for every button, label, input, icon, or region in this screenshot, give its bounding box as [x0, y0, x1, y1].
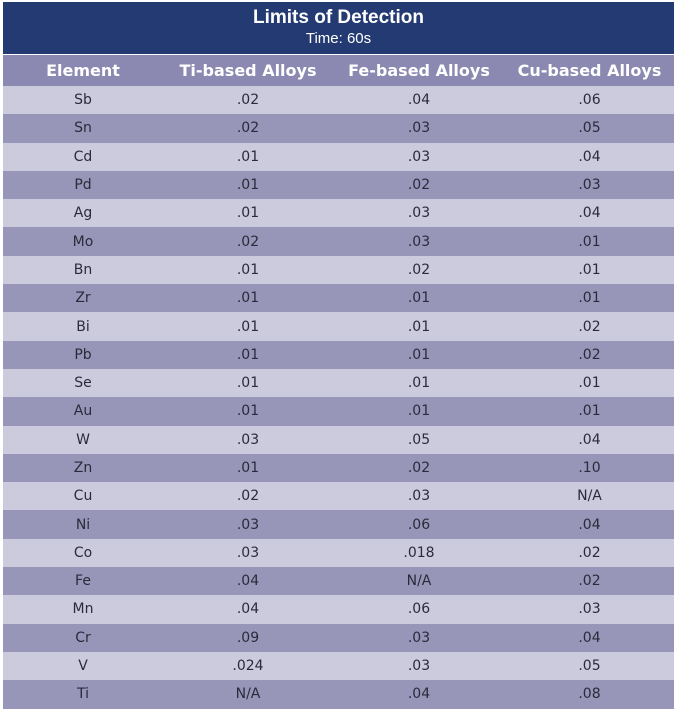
element-cell: Cr [3, 624, 163, 652]
table-row [3, 652, 674, 680]
table-row [3, 86, 674, 114]
ti-alloy-cell: .01 [163, 143, 333, 171]
fe-alloy-cell: .01 [333, 284, 505, 312]
cu-alloy-cell: .01 [505, 227, 674, 255]
ti-alloy-cell: .02 [163, 114, 333, 142]
table-row [3, 595, 674, 623]
element-cell: Bn [3, 256, 163, 284]
element-cell: Cu [3, 482, 163, 510]
table-row [3, 624, 674, 652]
element-cell: Pd [3, 171, 163, 199]
element-cell: Se [3, 369, 163, 397]
ti-alloy-cell: .01 [163, 454, 333, 482]
ti-alloy-cell: .01 [163, 341, 333, 369]
ti-alloy-cell: .03 [163, 510, 333, 538]
element-cell: Sn [3, 114, 163, 142]
element-cell: Ag [3, 199, 163, 227]
column-header-row [3, 55, 674, 87]
element-cell: Zr [3, 284, 163, 312]
fe-alloy-cell: .02 [333, 171, 505, 199]
table-row [3, 369, 674, 397]
ti-alloy-cell: .02 [163, 86, 333, 114]
cu-alloy-cell: .03 [505, 171, 674, 199]
column-header-fe: Fe-based Alloys [333, 55, 505, 87]
fe-alloy-cell: .03 [333, 143, 505, 171]
table-row [3, 426, 674, 454]
element-cell: Cd [3, 143, 163, 171]
table-row [3, 341, 674, 369]
cu-alloy-cell: .01 [505, 397, 674, 425]
table-row [3, 227, 674, 255]
element-cell: Pb [3, 341, 163, 369]
fe-alloy-cell: .06 [333, 510, 505, 538]
table-row [3, 510, 674, 538]
table-row [3, 454, 674, 482]
table-row [3, 199, 674, 227]
column-header-element: Element [3, 55, 163, 87]
detection-limits-table-container [3, 2, 674, 709]
table-title: Limits of Detection [252, 7, 424, 28]
cu-alloy-cell: .01 [505, 256, 674, 284]
title-bar [3, 2, 674, 54]
table-row [3, 114, 674, 142]
ti-alloy-cell: .04 [163, 595, 333, 623]
element-cell: Co [3, 539, 163, 567]
ti-alloy-cell: .01 [163, 397, 333, 425]
cu-alloy-cell: .04 [505, 510, 674, 538]
element-cell: Sb [3, 86, 163, 114]
fe-alloy-cell: .02 [333, 256, 505, 284]
cu-alloy-cell: .04 [505, 426, 674, 454]
fe-alloy-cell: N/A [333, 567, 505, 595]
ti-alloy-cell: .04 [163, 567, 333, 595]
cu-alloy-cell: .01 [505, 284, 674, 312]
fe-alloy-cell: .01 [333, 369, 505, 397]
element-cell: Au [3, 397, 163, 425]
table-subtitle: Time: 60s [305, 30, 372, 47]
cu-alloy-cell: .03 [505, 595, 674, 623]
fe-alloy-cell: .04 [333, 86, 505, 114]
ti-alloy-cell: .02 [163, 227, 333, 255]
cu-alloy-cell: .08 [505, 680, 674, 708]
fe-alloy-cell: .03 [333, 227, 505, 255]
ti-alloy-cell: .01 [163, 171, 333, 199]
fe-alloy-cell: .01 [333, 312, 505, 340]
table-row [3, 567, 674, 595]
cu-alloy-cell: .05 [505, 652, 674, 680]
cu-alloy-cell: .02 [505, 341, 674, 369]
cu-alloy-cell: .05 [505, 114, 674, 142]
cu-alloy-cell: N/A [505, 482, 674, 510]
table-row [3, 171, 674, 199]
ti-alloy-cell: .02 [163, 482, 333, 510]
column-header-ti: Ti-based Alloys [163, 55, 333, 87]
table-row [3, 256, 674, 284]
element-cell: Fe [3, 567, 163, 595]
cu-alloy-cell: .06 [505, 86, 674, 114]
ti-alloy-cell: .01 [163, 199, 333, 227]
fe-alloy-cell: .05 [333, 426, 505, 454]
ti-alloy-cell: .024 [163, 652, 333, 680]
element-cell: V [3, 652, 163, 680]
table-row [3, 680, 674, 708]
detection-limits-table [3, 54, 674, 709]
ti-alloy-cell: .03 [163, 539, 333, 567]
table-row [3, 397, 674, 425]
ti-alloy-cell: .01 [163, 256, 333, 284]
fe-alloy-cell: .03 [333, 624, 505, 652]
element-cell: Zn [3, 454, 163, 482]
cu-alloy-cell: .04 [505, 199, 674, 227]
cu-alloy-cell: .10 [505, 454, 674, 482]
fe-alloy-cell: .01 [333, 397, 505, 425]
cu-alloy-cell: .02 [505, 312, 674, 340]
ti-alloy-cell: .03 [163, 426, 333, 454]
fe-alloy-cell: .02 [333, 454, 505, 482]
cu-alloy-cell: .04 [505, 624, 674, 652]
fe-alloy-cell: .03 [333, 114, 505, 142]
cu-alloy-cell: .04 [505, 143, 674, 171]
table-row [3, 312, 674, 340]
element-cell: Ti [3, 680, 163, 708]
table-body [3, 86, 674, 709]
cu-alloy-cell: .02 [505, 567, 674, 595]
fe-alloy-cell: .06 [333, 595, 505, 623]
ti-alloy-cell: .01 [163, 284, 333, 312]
element-cell: Ni [3, 510, 163, 538]
element-cell: Mo [3, 227, 163, 255]
fe-alloy-cell: .04 [333, 680, 505, 708]
element-cell: Mn [3, 595, 163, 623]
element-cell: W [3, 426, 163, 454]
fe-alloy-cell: .03 [333, 482, 505, 510]
fe-alloy-cell: .03 [333, 652, 505, 680]
cu-alloy-cell: .01 [505, 369, 674, 397]
table-row [3, 539, 674, 567]
fe-alloy-cell: .01 [333, 341, 505, 369]
fe-alloy-cell: .03 [333, 199, 505, 227]
element-cell: Bi [3, 312, 163, 340]
table-row [3, 284, 674, 312]
table-row [3, 143, 674, 171]
ti-alloy-cell: .01 [163, 312, 333, 340]
column-header-cu: Cu-based Alloys [505, 55, 674, 87]
fe-alloy-cell: .018 [333, 539, 505, 567]
ti-alloy-cell: N/A [163, 680, 333, 708]
ti-alloy-cell: .01 [163, 369, 333, 397]
table-row [3, 482, 674, 510]
cu-alloy-cell: .02 [505, 539, 674, 567]
ti-alloy-cell: .09 [163, 624, 333, 652]
